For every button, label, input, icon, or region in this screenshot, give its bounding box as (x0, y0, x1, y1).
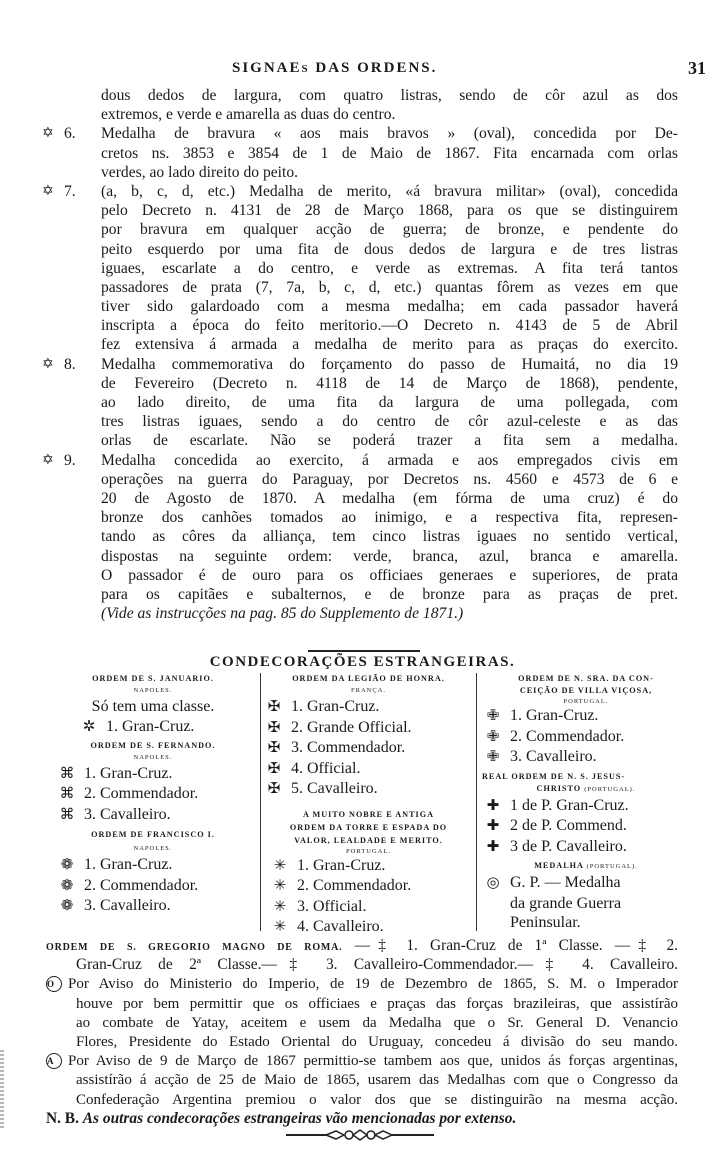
order-entry (261, 876, 476, 897)
maltese-cross-icon: ⌘ (59, 786, 75, 802)
order-entry (482, 873, 690, 894)
text-line: bronze dos canhões tomados ao inimigo, e a respectiva fita, represen- (101, 509, 678, 527)
text-line: por bravura em qualquer acção de guerra; de bronze, e pendente do (101, 221, 678, 239)
item-number: 6. (64, 125, 76, 143)
text-line: tiver sido galardoado com a mesma medalha; em cada passador haverá (101, 298, 678, 316)
column-portugal (482, 673, 690, 935)
entry-label: 3 de P. Cavalleiro. (510, 837, 627, 855)
entry-label: 4. Cavalleiro. (297, 918, 384, 935)
entry-label: 1. Gran-Cruz. (84, 856, 173, 873)
order-entry (261, 697, 476, 718)
page-number: 31 (688, 58, 706, 78)
rosette-icon: ❁ (60, 857, 74, 873)
text-line: 20 de Agosto de 1870. A medalha (em fórma de uma cruz) é do (101, 489, 678, 507)
nb-line (46, 1110, 678, 1129)
order-heading: ORDEM DE FRANCISCO I. (91, 830, 215, 839)
order-heading (482, 860, 690, 873)
entry-label: 1 de P. Gran-Cruz. (510, 796, 629, 814)
text-line: dispostas na seguinte ordem: verde, branca, azul, branca e amarella. (101, 547, 678, 565)
legion-cross-icon: ✠ (267, 781, 281, 797)
order-country: NAPOLES. (133, 753, 173, 761)
text-line: Gran-Cruz de 2ª Classe.—‡ 3. Cavalleiro-Commendador.—‡ 4. Cavalleiro. (76, 956, 678, 974)
order-entry (482, 796, 690, 817)
legion-cross-icon: ✠ (267, 740, 281, 756)
entry-label: 2. Grande Official. (291, 718, 412, 736)
order-country: PORTUGAL. (346, 847, 391, 855)
order-entry (482, 816, 690, 837)
order-heading: ORDEM DE S. JANUARIO. (92, 674, 214, 683)
text-line: verdes, ao lado direito do peito. (101, 163, 299, 181)
entry-label: G. P. — Medalha (510, 874, 621, 891)
circled-o-icon: O (46, 976, 62, 992)
item-number: 7. (64, 182, 76, 200)
christ-cross-icon: ✚ (486, 797, 500, 814)
rosette-icon: ❁ (60, 877, 74, 894)
list-item-6 (42, 124, 678, 182)
text-line: pelo Decreto n. 4131 de 28 de Março 1868, para os que se distinguirem (101, 202, 678, 220)
entry-label: 3. Cavalleiro. (510, 748, 597, 765)
order-heading: CEIÇÃO DE VILLA VIÇOSA, (519, 686, 653, 695)
order-entry (50, 717, 256, 738)
legion-cross-icon: ✠ (267, 760, 281, 777)
note-a-line (46, 1052, 678, 1071)
scan-edge-artifact (0, 1050, 4, 1130)
tower-sword-cross-icon: ✳ (273, 919, 287, 935)
order-entry (50, 764, 256, 785)
entry-label: 1. Gran-Cruz. (297, 856, 386, 874)
text-line: dous dedos de largura, com quatro listras, sendo de côr azul as dos (101, 87, 678, 104)
entry-label: 2. Commendador. (84, 876, 199, 894)
text-line: peito esquerdo por uma fita de dous dedos de largura e de tres listras (101, 240, 678, 258)
text-line: Confederação Argentina premiou o valor dos que se distinguirão na mesma acção. (76, 1091, 678, 1108)
entry-label: 3. Official. (297, 897, 367, 915)
nb-label: N. B. (46, 1109, 79, 1127)
christ-cross-icon: ✚ (486, 838, 500, 855)
entry-label: 2. Commendador. (510, 727, 625, 745)
column-napoles (50, 673, 256, 935)
text-line: houve por bem permittir que os officiaes e praças das forças brazileiras, que assistírão (76, 995, 678, 1012)
entry-label: 2. Commendador. (84, 785, 199, 802)
text-line: tres listras iguaes, sendo a do centro de côr azul-celeste e as das (101, 413, 678, 431)
star-of-david-icon: ✡ (42, 452, 54, 468)
order-country: NAPOLES. (133, 845, 173, 852)
text-line: (a, b, c, d, etc.) Medalha de merito, «á bravura militar» (oval), concedida (101, 182, 678, 200)
text-line: iguaes, escarlate a do centro, e verde as extremas. A fita terá tantos (101, 259, 678, 277)
text-line: de Fevereiro (Decreto n. 4118 de 14 de Março de 1868), pendente, (101, 374, 678, 392)
order-country: FRANÇA. (351, 687, 386, 694)
star-cross-icon: ✲ (82, 719, 96, 735)
text-line: orlas de escarlate. Não se poderá trazer a fita sem a medalha. (101, 432, 678, 450)
order-entry (50, 896, 256, 917)
entry-label: 1. Gran-Cruz. (510, 707, 599, 724)
order-entry (261, 779, 476, 800)
entry-label: 3. Cavalleiro. (84, 805, 171, 823)
maltese-cross-icon: ⌘ (59, 806, 75, 823)
order-entry (50, 855, 256, 876)
order-entry (261, 738, 476, 759)
column-franca-portugal (260, 673, 477, 935)
order-entry (482, 706, 690, 727)
text-line: —‡ 1. Gran-Cruz de 1ª Classe. —‡ 2. (354, 937, 679, 954)
circled-a-icon: A (46, 1053, 62, 1069)
legion-cross-icon: ✠ (267, 699, 281, 715)
order-entry (261, 759, 476, 780)
running-title: SIGNAEs DAS ORDENS. (232, 60, 438, 76)
main-text (42, 86, 678, 623)
entry-label: 3. Cavalleiro. (84, 897, 171, 914)
order-country: (PORTUGAL). (584, 785, 636, 793)
text-line: assistírão á acção de 25 de Maio de 1865, usarem das Medalhas com que o Congresso da (76, 1072, 678, 1089)
order-entry (482, 727, 690, 748)
christ-cross-icon: ✚ (486, 818, 500, 834)
text-line: para os capitães e subalternos, e de bronze para as praças de pret. (101, 585, 678, 603)
order-entry (50, 876, 256, 897)
order-heading-part: CHRISTO (536, 783, 582, 793)
order-entry (50, 805, 256, 826)
text-line: inscripta a época do feito meritorio.—O Decreto n. 4143 de 5 de Abril (101, 317, 678, 335)
order-heading: REAL ORDEM DE N. S. JESUS- (482, 771, 626, 781)
order-heading: VALOR, LEALDADE E MERITO. (294, 835, 443, 845)
text-line: O passador é de ouro para os officiaes generaes e superiores, de prata (101, 566, 678, 584)
text-line: Medalha commemorativa do forçamento do passo de Humaitá, no dia 19 (101, 355, 678, 373)
star-of-david-icon: ✡ (42, 356, 54, 372)
order-heading: ORDEM DE S. FERNANDO. (90, 740, 216, 750)
entry-label: 2 de P. Commend. (510, 817, 627, 834)
order-entry (261, 897, 476, 918)
order-heading: ORDEM DA TORRE E ESPADA DO (289, 822, 448, 832)
legion-cross-icon: ✠ (267, 719, 281, 736)
list-item-9 (42, 451, 678, 624)
item-number: 9. (64, 451, 76, 469)
entry-label: 1. Gran-Cruz. (106, 718, 195, 735)
order-entry (261, 856, 476, 877)
list-item-8 (42, 355, 678, 451)
order-entry (50, 784, 256, 805)
entry-label: 4. Official. (291, 759, 361, 777)
page-header (0, 60, 725, 84)
text-line: Flores, Presidente do Estado Oriental do Uruguay, concedeu á divisão do seu mando. (76, 1033, 678, 1050)
jerusalem-cross-icon: ✙ (486, 708, 500, 724)
jerusalem-cross-icon: ✙ (486, 728, 500, 745)
text-line: cretos ns. 3853 e 3854 de 1 de Maio de 1867. Fita encarnada com orlas (101, 144, 678, 162)
text-line: Por Aviso de 9 de Março de 1867 permittio-se tambem aos que, unidos ás forças argentinas, (68, 1053, 678, 1070)
text-line: tando as côres da alliança, tem cinco listras iguaes no sentido vertical, (101, 528, 678, 546)
maltese-cross-icon: ⌘ (59, 765, 75, 782)
text-line: Medalha concedida ao exercito, á armada e aos empregados civis em (101, 451, 678, 469)
jerusalem-cross-icon: ✙ (486, 749, 500, 765)
list-item-7 (42, 182, 678, 355)
section-title: CONDECORAÇÕES ESTRANGEIRAS. (209, 654, 516, 670)
tailpiece-ornament-icon (286, 1129, 434, 1141)
entry-label: 5. Cavalleiro. (291, 780, 378, 797)
order-heading: ORDEM DE S. GREGORIO MAGNO DE ROMA. (46, 942, 343, 953)
rosette-icon: ❁ (60, 898, 74, 914)
entry-label: 3. Commendador. (291, 739, 406, 756)
order-entry (482, 837, 690, 858)
order-country: NAPOLES. (133, 687, 173, 694)
text-line: Medalha de bravura « aos mais bravos » (oval), concedida por De- (101, 125, 678, 143)
entry-continuation: Peninsular. (510, 914, 581, 931)
order-entry (482, 747, 690, 768)
gregorio-line (46, 937, 678, 956)
order-entry (261, 917, 476, 938)
order-note: Só tem uma classe. (91, 698, 215, 715)
order-heading (482, 783, 690, 796)
tower-sword-cross-icon: ✳ (273, 898, 287, 915)
order-heading: ORDEM DE N. SRA. DA CON- (518, 674, 654, 683)
entry-label: 1. Gran-Cruz. (84, 764, 173, 782)
order-heading-part: MEDALHA (534, 861, 584, 870)
concentric-circle-icon: ◎ (486, 875, 500, 891)
star-of-david-icon: ✡ (42, 126, 54, 142)
text-line: operações na guerra do Paraguay, por Decretos ns. 4560 e 4573 de 6 e (101, 470, 678, 488)
tower-sword-cross-icon: ✳ (273, 857, 287, 874)
nb-text: As outras condecorações estrangeiras vão mencionadas por extenso. (82, 1109, 517, 1127)
text-line: passadores de prata (7, 7a, b, c, d, etc.) quantas fôrem as vezes em que (101, 278, 678, 296)
section-divider (308, 650, 420, 652)
order-heading: ORDEM DA LEGIÃO DE HONRA. (292, 674, 445, 683)
note-o-line (46, 975, 678, 994)
order-country: (PORTUGAL). (586, 863, 638, 870)
text-line: Por Aviso do Ministerio do Imperio, de 19 de Dezembro de 1865, S. M. o Imperador (68, 976, 678, 993)
order-heading: A MUITO NOBRE E ANTIGA (302, 809, 435, 819)
text-line: ao lado direito, de uma fita da largura de uma pollegada, com (101, 394, 678, 411)
text-line: extremos, e verde e amarella as duas do centro. (101, 106, 396, 124)
entry-label: 1. Gran-Cruz. (291, 698, 380, 715)
text-line: fez extensiva á armada a medalha de merito para as praças do exercito. (101, 336, 678, 354)
entry-continuation: da grande Guerra (510, 894, 622, 912)
notes-section (46, 937, 678, 1129)
order-entry (261, 718, 476, 739)
order-country: PORTUGAL. (563, 698, 609, 705)
text-line: ao combate de Yatay, aceitem e usem da Medalha que o Sr. General D. Venancio (76, 1014, 678, 1031)
text-line: (Vide as instrucções na pag. 85 do Supplemento de 1871.) (101, 605, 464, 623)
entry-label: 2. Commendador. (297, 877, 412, 894)
star-of-david-icon: ✡ (42, 183, 54, 199)
tower-sword-cross-icon: ✳ (273, 878, 287, 894)
item-number: 8. (64, 355, 76, 373)
decorations-table (50, 673, 690, 935)
